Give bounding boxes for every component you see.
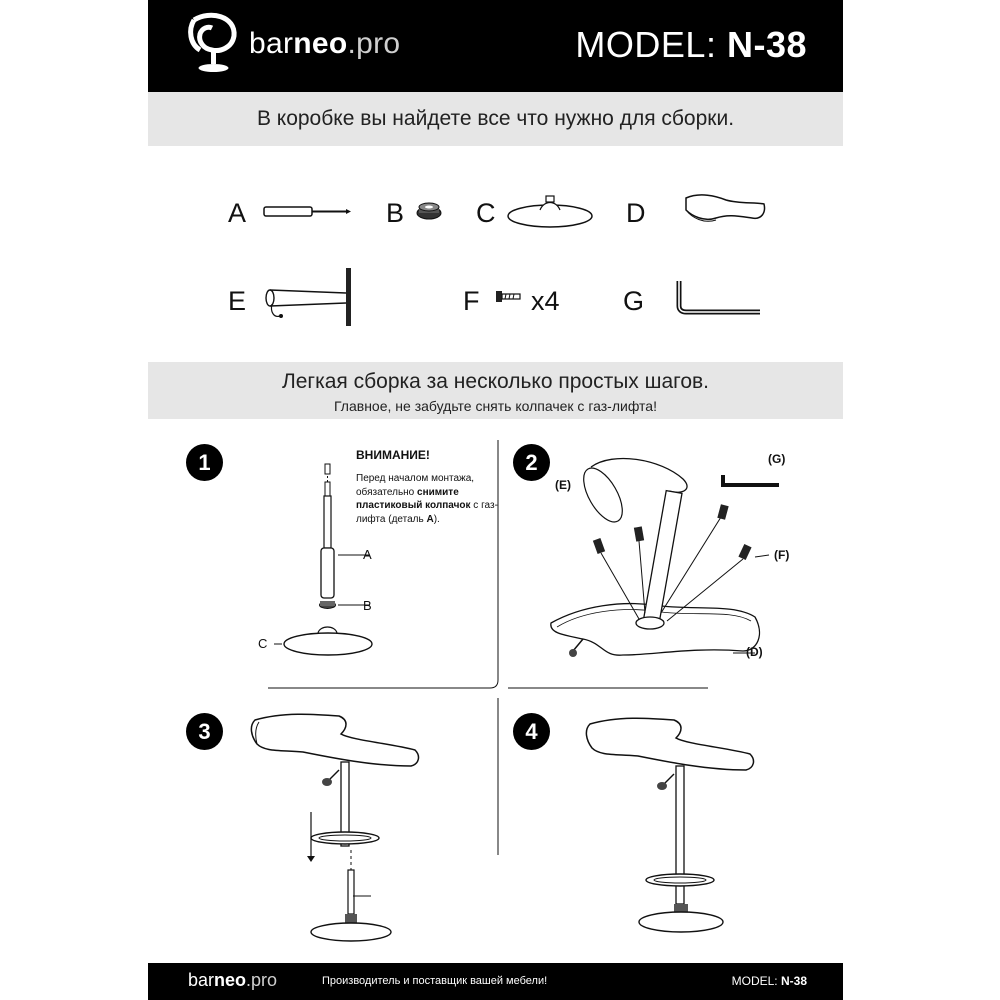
model-title [575,24,807,66]
footer-tagline: Производитель и поставщик вашей мебели! [322,975,548,987]
step3-stool-insertion-diagram [243,700,443,965]
footer-model-code: N-38 [780,974,807,988]
warning-part-letter: A [426,513,434,525]
warning-title: ВНИМАНИЕ! [356,448,430,462]
banner-title: Легкая сборка за несколько простых шагов. [281,370,710,393]
step1-label-b: B [363,598,372,613]
part-g-label: G [623,286,645,316]
screw-part-icon [494,288,524,306]
parts-list [218,168,778,333]
bushing-part-icon [414,198,444,222]
brand-tld: .pro [347,27,401,60]
step4-assembled-stool-diagram [578,710,778,940]
part-a-label: A [228,198,247,228]
footer-brand-bold: neo [214,970,247,990]
part-b-label: B [386,198,405,228]
footer-model [732,974,807,988]
part-e-label: E [228,286,247,316]
step-number-1: 1 [186,444,223,481]
footer-brand [188,970,277,991]
footer-model-prefix: MODEL: [731,974,778,988]
easy-assembly-banner [148,362,843,419]
warning-text-1: Перед началом монтажа, обязательно [356,473,475,498]
gas-lift-part-icon [262,200,354,222]
box-contents-banner: В коробке вы найдете все что нужно для сборки. [148,92,843,146]
step2-label-f: (F) [774,548,790,562]
column-part-icon [262,266,362,330]
warning-text-bold: снимите пластиковый колпачок [356,486,471,511]
part-d-label: D [626,198,646,228]
step2-label-g: (G) [768,452,786,466]
step-number-3: 3 [186,713,223,750]
banner-subtitle: Главное, не забудьте снять колпачек с газ-лифта! [334,398,657,414]
warning-text [356,472,506,526]
allen-key-part-icon [676,278,766,318]
warning-text-3: ). [433,513,440,525]
header-bar [148,0,843,92]
part-c-label: C [476,198,496,228]
step2-seat-assembly-diagram [543,455,803,675]
step2-label-d: (D) [746,645,763,659]
step1-label-a: A [363,547,372,562]
brand-bold: neo [293,27,348,60]
chair-logo-icon [184,12,244,76]
footer-bar [148,963,843,1000]
part-f-quantity: x4 [531,286,560,316]
base-plate-part-icon [504,190,596,230]
step-number-4: 4 [513,713,550,750]
step1-gaslift-diagram [258,460,378,665]
brand-logo-text [249,27,400,61]
step1-label-c: C [258,636,268,651]
warning-text-2: с газ-лифта (деталь [356,500,498,525]
brand-prefix: bar [249,27,294,60]
part-f-label: F [463,286,480,316]
model-prefix: MODEL: [575,24,717,65]
step2-label-e: (E) [555,478,571,492]
step-number-2: 2 [513,444,550,481]
model-code: N-38 [726,24,807,65]
seat-part-icon [680,188,770,228]
footer-brand-tld: .pro [246,970,278,990]
instruction-sheet [148,0,843,1000]
footer-brand-prefix: bar [188,970,215,990]
